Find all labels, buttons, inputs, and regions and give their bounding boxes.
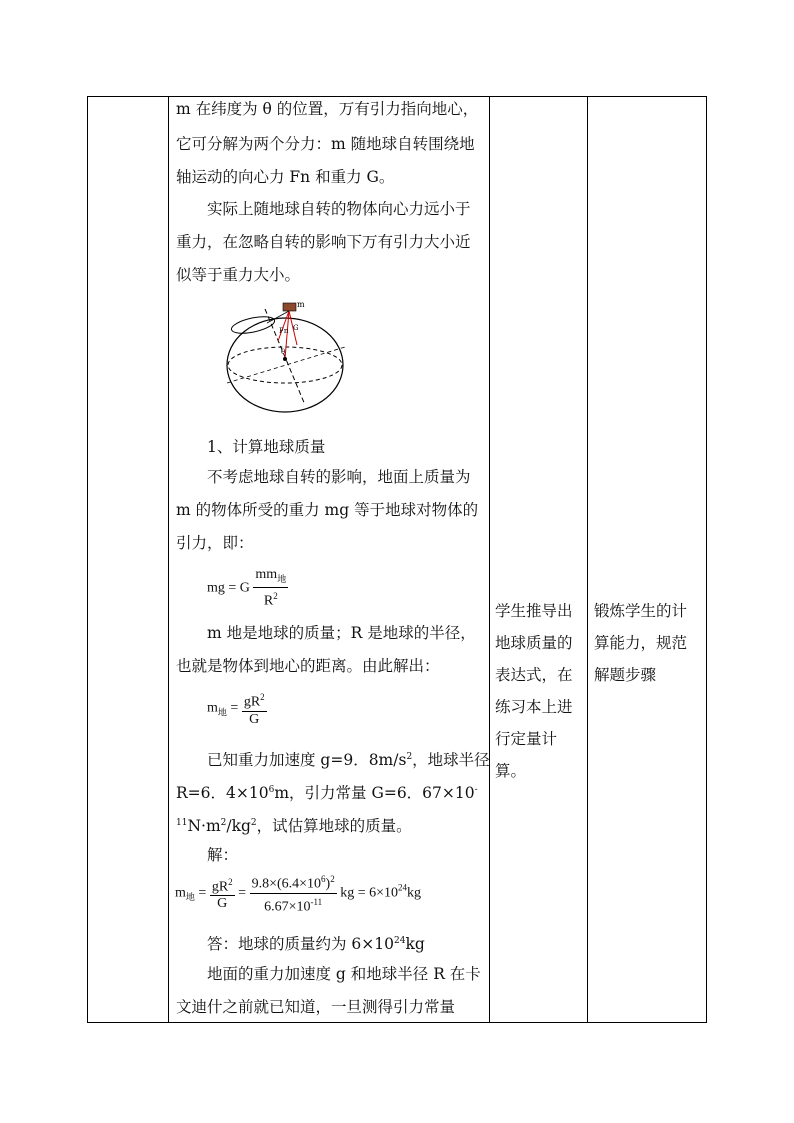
lesson-table [87,96,707,1023]
label-g: G [293,324,299,332]
eq3-fraction-1 [210,874,235,913]
eq3-f1-num: gR [211,879,229,895]
p6-tail-sup: - [474,785,478,795]
eq3-tail-end: kg [406,885,421,901]
student-line: 算。 [495,762,527,780]
text-line [176,813,412,836]
text-line: 文迪什之前就已知道，一旦测得引力常量 [176,998,456,1016]
label-m: m [297,300,305,309]
eq3-lhs: m [175,885,186,901]
eq3-f2-num-end-sup: 2 [330,874,335,884]
text-line: 实际上随地球自转的物体向心力远小于 [207,200,471,218]
student-line: 表达式，在 [495,666,573,684]
p7-unit-sup: 2 [220,818,227,828]
text-line: 似等于重力大小。 [176,266,301,284]
eq2-num-sup: 2 [260,692,265,702]
equation-earth-mass [207,689,267,728]
text-line: 也就是物体到地心的距离。由此解出： [176,657,440,675]
student-line: 学生推导出 [495,602,573,620]
answer-sup: 24 [394,936,406,946]
eq2-lhs-sub: 地 [217,707,227,718]
eq1-fraction [253,567,288,609]
text-line: 轴运动的向心力 Fn 和重力 G。 [176,168,395,186]
solve-label: 解： [207,846,239,864]
student-line: 练习本上进 [495,698,573,716]
text-line [176,780,478,803]
eq2-num: gR [243,694,261,710]
text-line [207,747,490,770]
purpose-line: 锻炼学生的计 [594,602,688,620]
text-line: 地面的重力加速度 g 和地球半径 R 在卡 [207,965,481,983]
answer-line [207,931,425,954]
eq3-f2-num: 9.8×(6.4×10 [251,876,322,892]
eq3-lhs-sub: 地 [185,892,195,903]
answer-unit: kg [405,935,425,954]
p6-sup: 6 [268,785,275,795]
student-activity-cell [495,595,573,787]
eq3-f2-num-sup: 6 [321,874,326,884]
design-purpose-cell [594,595,687,691]
eq2-lhs: m [207,700,218,716]
p7-lead-sup: 11 [176,818,188,828]
p7-unit2-sup: 2 [250,818,257,828]
eq3-f2-num-end: ) [325,876,331,892]
p7-tail: ，试估算地球的质量。 [256,817,412,836]
section-title: 1、计算地球质量 [207,438,326,456]
text-line: 重力，在忽略自转的影响下万有引力大小近 [176,233,471,251]
eq3-equals-1: = [198,885,207,901]
p7-unit: N·m [187,817,221,836]
p7-unit2: /kg [226,817,251,836]
teaching-content-cell [169,97,490,1022]
answer-text: 答：地球的质量约为 6×10 [207,935,394,954]
eq1-num: mm [255,567,278,582]
text-line: 引力，即： [176,534,254,552]
eq3-f1-num-sup: 2 [228,876,233,887]
column-divider-3 [587,97,588,1022]
p5-tail: ，地球半径 [412,751,490,770]
text-line: m 在纬度为 θ 的位置，万有引力指向地心， [176,100,479,118]
eq3-tail-sup: 24 [397,882,407,893]
eq1-lhs: mg = G [207,580,250,596]
text-line: 它可分解为两个分力：m 随地球自转围绕地 [176,135,475,153]
earth-force-diagram [225,297,355,415]
text-line: 不考虑地球自转的影响，地面上质量为 [207,468,471,486]
eq1-num-sub: 地 [277,573,287,584]
p5-text: 已知重力加速度 g=9．8m/s [207,751,407,770]
p6-text: R=6．4×10 [176,784,269,803]
label-fn: Fn [279,327,289,335]
p5-sup: 2 [406,752,413,762]
equation-gravity [207,567,288,609]
eq1-den: R [263,593,274,609]
text-line: m 的物体所受的重力 mg 等于地球对物体的 [176,501,479,519]
eq3-equals-2: = [238,885,247,901]
eq3-fraction-2 [250,871,337,915]
p6-tail: m，引力常量 G=6．67×10 [274,784,475,803]
eq2-equals: = [230,700,239,716]
purpose-line: 算能力，规范 [594,634,688,652]
eq1-den-sup: 2 [273,590,278,601]
eq3-f2-den-sup: -11 [310,896,323,907]
label-theta: θ [281,348,286,356]
text-line: m 地是地球的质量；R 是地球的半径， [207,624,476,642]
equation-earth-mass-calc [175,871,421,915]
student-line: 地球质量的 [495,634,573,652]
eq2-fraction [242,689,267,728]
eq3-f1-den: G [217,896,228,912]
purpose-line: 解题步骤 [594,666,657,684]
eq3-f2-den: 6.67×10 [264,899,311,915]
student-line: 行定量计 [495,730,558,748]
eq2-den: G [249,711,260,727]
eq3-tail: kg = 6×10 [340,885,398,901]
